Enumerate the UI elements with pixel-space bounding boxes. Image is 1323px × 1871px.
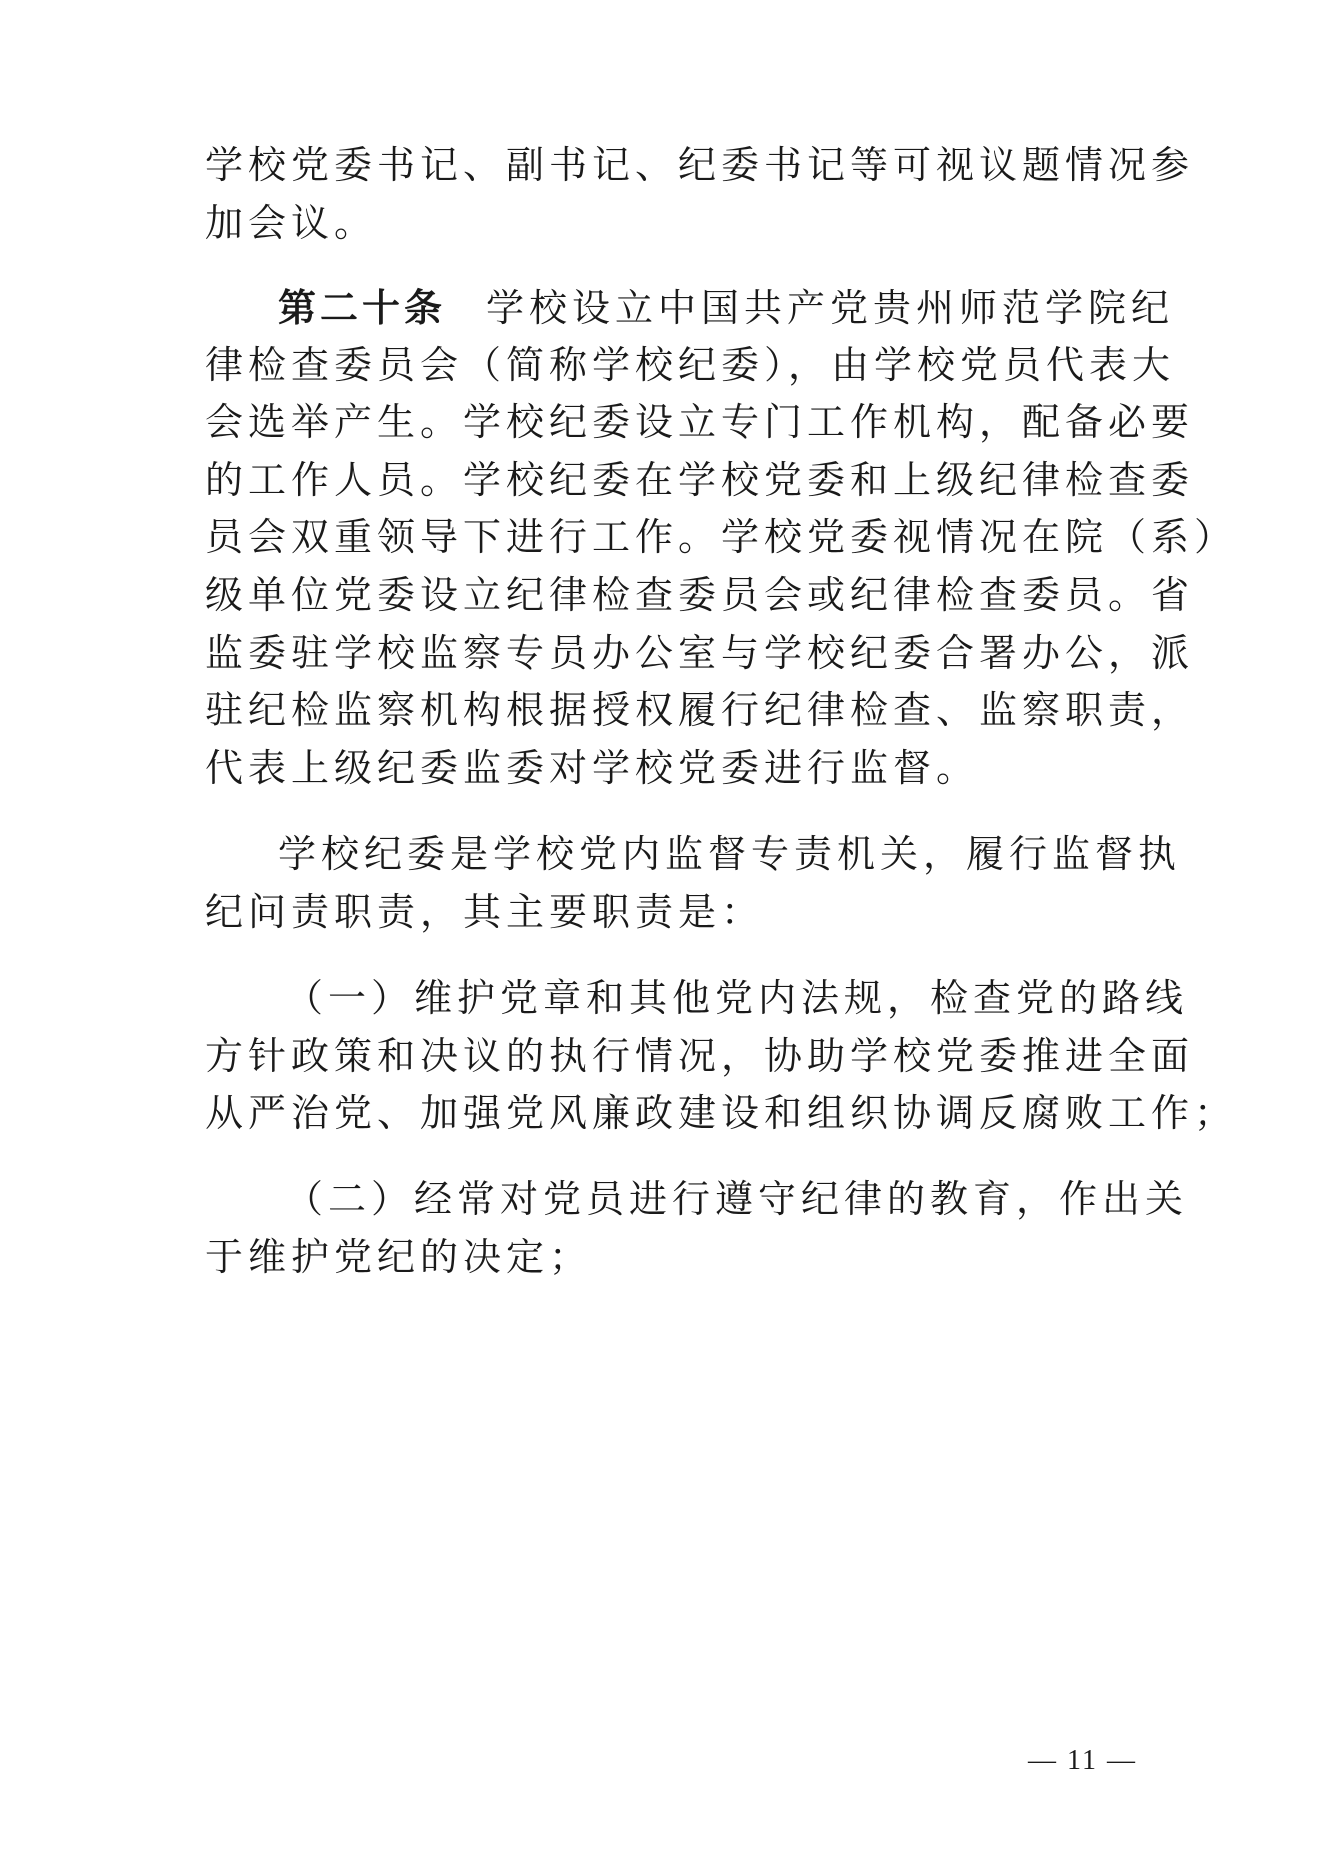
text-line: 的工作人员。学校纪委在学校党委和上级纪律检查委: [205, 458, 1195, 502]
text-line: 代表上级纪委监委对学校党委进行监督。: [205, 746, 980, 790]
text-line: 纪问责职责，其主要职责是：: [205, 890, 765, 934]
text-line: 从严治党、加强党风廉政建设和组织协调反腐败工作；: [205, 1091, 1238, 1135]
text-line: 级单位党委设立纪律检查委员会或纪律检查委员。省: [205, 573, 1195, 617]
text-line: 学校党委书记、副书记、纪委书记等可视议题情况参: [205, 143, 1195, 187]
text-line: 于维护党纪的决定；: [205, 1235, 593, 1279]
text-line: 监委驻学校监察专员办公室与学校纪委合署办公，派: [205, 631, 1195, 675]
page-number: — 11 —: [1028, 1745, 1137, 1776]
text-line: 会选举产生。学校纪委设立专门工作机构，配备必要: [205, 400, 1195, 444]
text-segment: 学校设立中国共产党贵州师范学院纪: [486, 286, 1175, 330]
text-line: 学校纪委是学校党内监督专责机关，履行监督执: [278, 832, 1182, 876]
text-line: （一）维护党章和其他党内法规，检查党的路线: [285, 976, 1189, 1020]
text-line: （二）经常对党员进行遵守纪律的教育，作出关: [285, 1177, 1189, 1221]
text-line: 方针政策和决议的执行情况，协助学校党委推进全面: [205, 1034, 1195, 1078]
article-line: [278, 286, 1198, 330]
text-line: 加会议。: [205, 201, 378, 245]
text-line: 驻纪检监察机构根据授权履行纪律检查、监察职责，: [205, 688, 1195, 732]
text-line: 律检查委员会（简称学校纪委），由学校党员代表大: [205, 343, 1176, 387]
text-line: 员会双重领导下进行工作。学校党委视情况在院（系）: [205, 515, 1238, 559]
article-title: 第二十条: [278, 286, 447, 330]
